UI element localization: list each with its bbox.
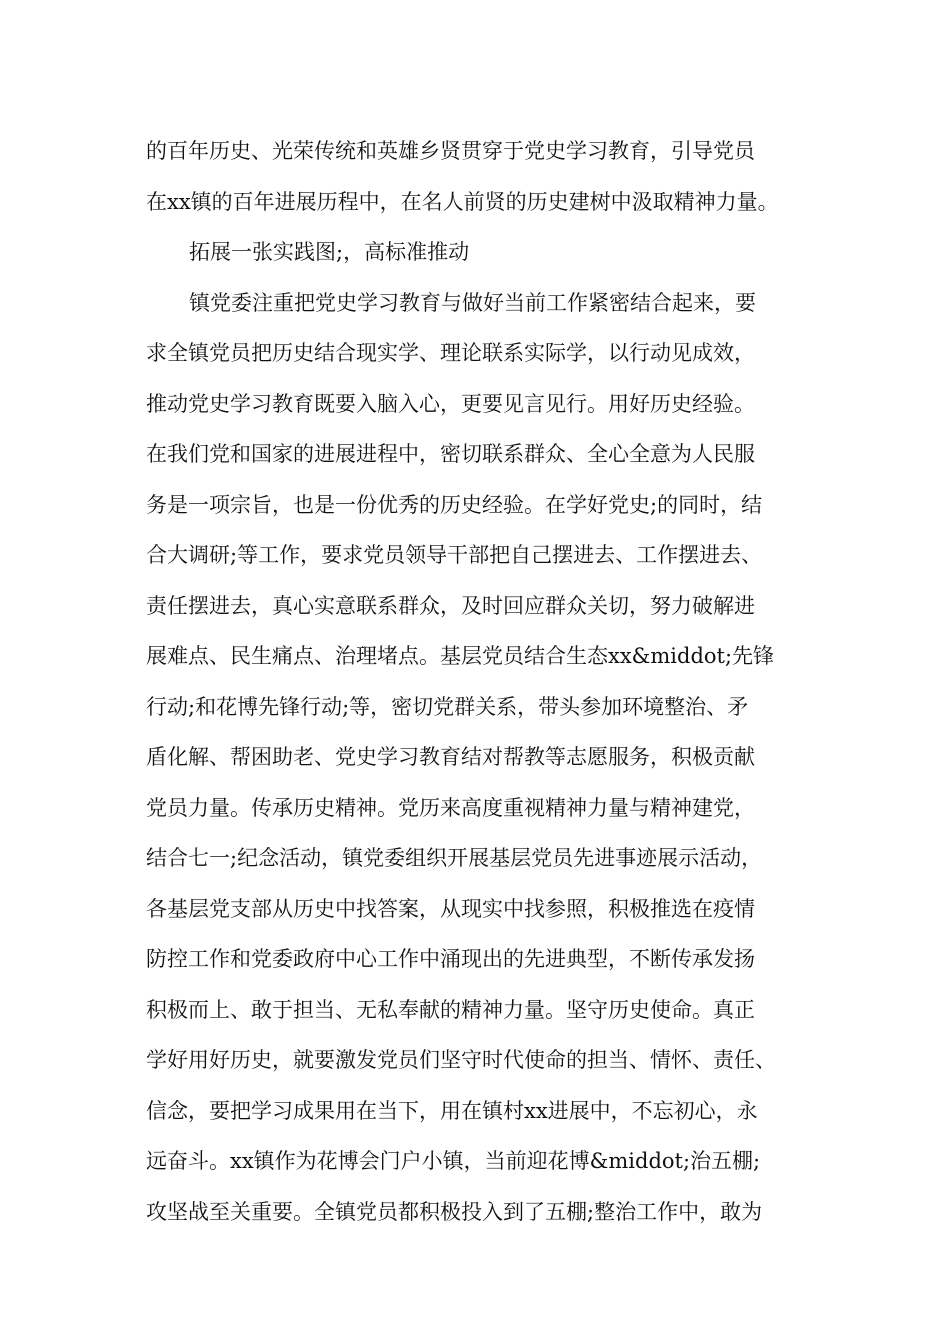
text-line: 责任摆进去，真心实意联系群众，及时回应群众关切，努力破解进 xyxy=(146,593,755,618)
text-line: 远奋斗。xx镇作为花博会门户小镇，当前迎花博&middot;治五棚; xyxy=(146,1149,761,1173)
text-line: 求全镇党员把历史结合现实学、理论联系实际学，以行动见成效， xyxy=(146,341,755,365)
text-line: 防控工作和党委政府中心工作中涌现出的先进典型，不断传承发扬 xyxy=(146,947,755,971)
paragraph-first-line: 镇党委注重把党史学习教育与做好当前工作紧密结合起来，要 xyxy=(189,290,756,315)
text-line: 展难点、民生痛点、治理堵点。基层党员结合生态xx&middot;先锋 xyxy=(146,644,775,668)
text-line: 党员力量。传承历史精神。党历来高度重视精神力量与精神建党， xyxy=(146,795,755,820)
text-line: 在xx镇的百年进展历程中，在名人前贤的历史建树中汲取精神力量。 xyxy=(146,189,779,214)
document-body xyxy=(146,126,836,1237)
text-line: 合大调研;等工作，要求党员领导干部把自己摆进去、工作摆进去、 xyxy=(146,543,763,567)
text-line: 的百年历史、光荣传统和英雄乡贤贯穿于党史学习教育，引导党员 xyxy=(146,139,755,163)
text-line: 推动党史学习教育既要入脑入心，更要见言见行。用好历史经验。 xyxy=(146,391,755,416)
text-line: 行动;和花博先锋行动;等，密切党群关系，带头参加环境整治、矛 xyxy=(146,694,749,719)
text-line: 信念，要把学习成果用在当下，用在镇村xx进展中，不忘初心，永 xyxy=(146,1098,758,1123)
text-line: 盾化解、帮困助老、党史学习教育结对帮教等志愿服务，积极贡献 xyxy=(146,745,755,769)
section-heading: 拓展一张实践图;，高标准推动 xyxy=(189,240,470,264)
text-line: 积极而上、敢于担当、无私奉献的精神力量。坚守历史使命。真正 xyxy=(146,997,755,1022)
text-line: 攻坚战至关重要。全镇党员都积极投入到了五棚;整治工作中，敢为 xyxy=(146,1199,763,1224)
text-line: 在我们党和国家的进展进程中，密切联系群众、全心全意为人民服 xyxy=(146,442,755,466)
text-line: 学好用好历史，就要激发党员们坚守时代使命的担当、情怀、责任、 xyxy=(146,1048,776,1072)
text-line: 务是一项宗旨，也是一份优秀的历史经验。在学好党史;的同时，结 xyxy=(146,492,763,517)
text-line: 各基层党支部从历史中找答案，从现实中找参照，积极推选在疫情 xyxy=(146,896,755,921)
text-line: 结合七一;纪念活动，镇党委组织开展基层党员先进事迹展示活动， xyxy=(146,846,763,870)
